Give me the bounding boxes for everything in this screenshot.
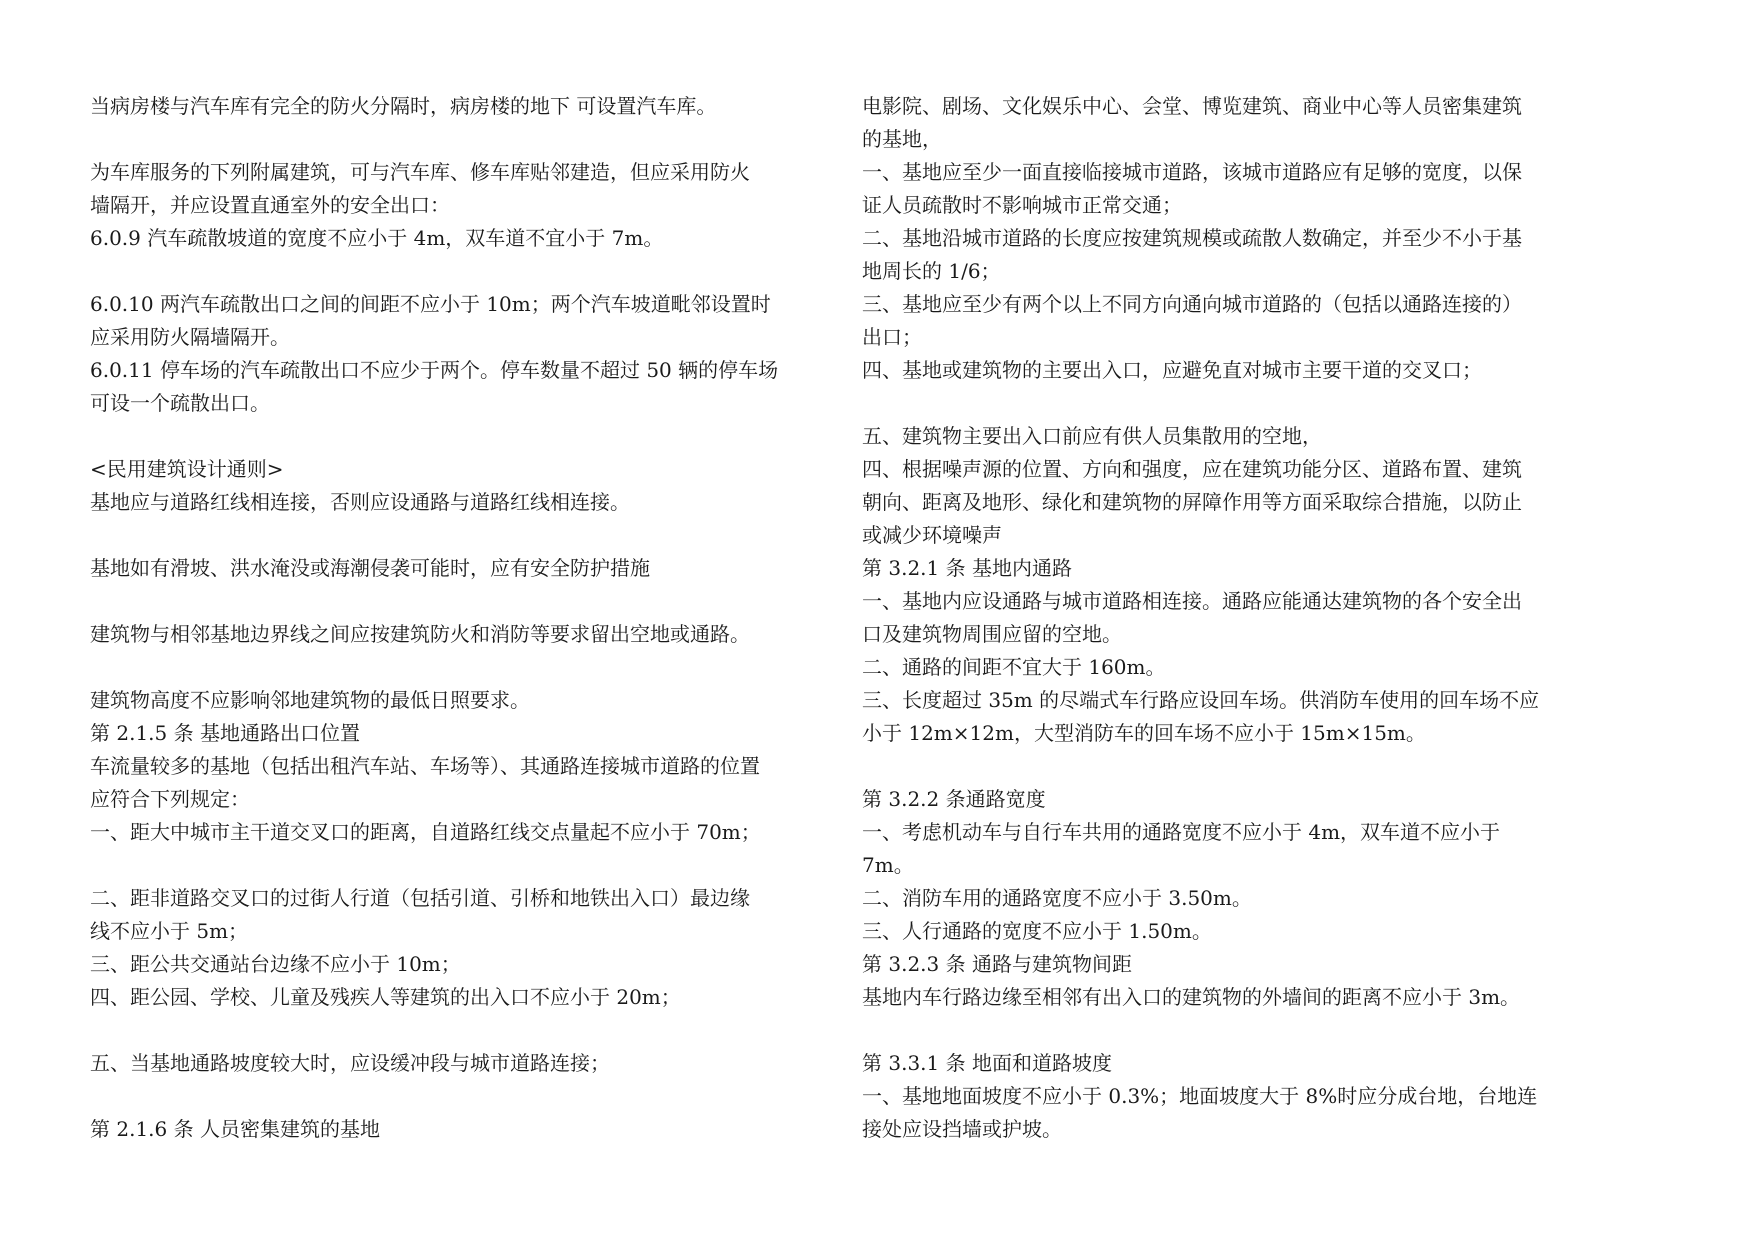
text-line: 四、根据噪声源的位置、方向和强度，应在建筑功能分区、道路布置、建筑 — [862, 457, 1522, 481]
clause-heading: 第 3.2.1 条 基地内通路 — [862, 556, 1072, 580]
text-line: 二、通路的间距不宜大于 160m。 — [862, 655, 1166, 679]
text-line: 二、距非道路交叉口的过街人行道（包括引道、引桥和地铁出入口）最边缘 — [90, 886, 750, 910]
text-line: 证人员疏散时不影响城市正常交通； — [862, 193, 1182, 217]
text-line: 一、距大中城市主干道交叉口的距离，自道路红线交点量起不应小于 70m； — [90, 820, 761, 844]
text-line: 6.0.10 两汽车疏散出口之间的间距不应小于 10m；两个汽车坡道毗邻设置时 — [90, 292, 771, 316]
text-line: 二、消防车用的通路宽度不应小于 3.50m。 — [862, 886, 1252, 910]
blank-line — [90, 1014, 830, 1047]
text-line: 电影院、剧场、文化娱乐中心、会堂、博览建筑、商业中心等人员密集建筑 — [862, 94, 1522, 118]
text-line: 建筑物高度不应影响邻地建筑物的最低日照要求。 — [90, 688, 530, 712]
text-line: 为车库服务的下列附属建筑，可与汽车库、修车库贴邻建造，但应采用防火 — [90, 160, 750, 184]
blank-line — [90, 1080, 830, 1113]
text-line: 出口； — [862, 325, 922, 349]
blank-line — [90, 255, 830, 288]
text-line: 一、基地地面坡度不应小于 0.3%；地面坡度大于 8%时应分成台地，台地连 — [862, 1084, 1538, 1108]
text-line: 建筑物与相邻基地边界线之间应按建筑防火和消防等要求留出空地或通路。 — [90, 622, 750, 646]
text-line: 车流量较多的基地（包括出租汽车站、车场等）、其通路连接城市道路的位置 — [90, 754, 760, 778]
text-line: 可设一个疏散出口。 — [90, 391, 270, 415]
text-line: 接处应设挡墙或护坡。 — [862, 1117, 1062, 1141]
clause-heading: 第 3.2.3 条 通路与建筑物间距 — [862, 952, 1132, 976]
text-line: 口及建筑物周围应留的空地。 — [862, 622, 1122, 646]
clause-heading: 第 3.2.2 条通路宽度 — [862, 787, 1046, 811]
blank-line — [90, 123, 830, 156]
text-line: 四、距公园、学校、儿童及残疾人等建筑的出入口不应小于 20m； — [90, 985, 681, 1009]
text-line: 五、建筑物主要出入口前应有供人员集散用的空地， — [862, 424, 1322, 448]
text-line: 基地内车行路边缘至相邻有出入口的建筑物的外墙间的距离不应小于 3m。 — [862, 985, 1521, 1009]
text-line: 五、当基地通路坡度较大时，应设缓冲段与城市道路连接； — [90, 1051, 610, 1075]
blank-line — [90, 420, 830, 453]
section-heading: <民用建筑设计通则> — [90, 457, 284, 481]
text-line: 基地如有滑坡、洪水淹没或海潮侵袭可能时，应有安全防护措施 — [90, 556, 650, 580]
clause-heading: 第 3.3.1 条 地面和道路坡度 — [862, 1051, 1112, 1075]
text-line: 三、距公共交通站台边缘不应小于 10m； — [90, 952, 461, 976]
text-line: 线不应小于 5m； — [90, 919, 249, 943]
text-line: 当病房楼与汽车库有完全的防火分隔时，病房楼的地下 可设置汽车库。 — [90, 94, 717, 118]
text-line: 朝向、距离及地形、绿化和建筑物的屏障作用等方面采取综合措施，以防止 — [862, 490, 1522, 514]
blank-line — [862, 387, 1602, 420]
text-line: 基地应与道路红线相连接，否则应设通路与道路红线相连接。 — [90, 490, 630, 514]
text-line: 二、基地沿城市道路的长度应按建筑规模或疏散人数确定，并至少不小于基 — [862, 226, 1522, 250]
text-line: 或减少环境噪声 — [862, 523, 1002, 547]
text-line: 一、考虑机动车与自行车共用的通路宽度不应小于 4m，双车道不应小于 — [862, 820, 1501, 844]
text-line: 6.0.11 停车场的汽车疏散出口不应少于两个。停车数量不超过 50 辆的停车场 — [90, 358, 779, 382]
blank-line — [862, 1014, 1602, 1047]
blank-line — [90, 519, 830, 552]
text-line: 应符合下列规定： — [90, 787, 250, 811]
blank-line — [90, 585, 830, 618]
text-line: 墙隔开，并应设置直通室外的安全出口： — [90, 193, 450, 217]
text-line: 三、长度超过 35m 的尽端式车行路应设回车场。供消防车使用的回车场不应 — [862, 688, 1540, 712]
text-line: 6.0.9 汽车疏散坡道的宽度不应小于 4m，双车道不宜小于 7m。 — [90, 226, 664, 250]
text-line: 一、基地内应设通路与城市道路相连接。通路应能通达建筑物的各个安全出 — [862, 589, 1522, 613]
text-line: 三、基地应至少有两个以上不同方向通向城市道路的（包括以通路连接的） — [862, 292, 1522, 316]
blank-line — [90, 849, 830, 882]
text-line: 的基地， — [862, 127, 942, 151]
blank-line — [862, 750, 1602, 783]
text-line: 地周长的 1/6； — [862, 259, 1001, 283]
text-line: 小于 12m×12m，大型消防车的回车场不应小于 15m×15m。 — [862, 721, 1426, 745]
clause-heading: 第 2.1.5 条 基地通路出口位置 — [90, 721, 360, 745]
right-text-column — [862, 90, 1602, 1146]
text-line: 三、人行通路的宽度不应小于 1.50m。 — [862, 919, 1212, 943]
text-line: 一、基地应至少一面直接临接城市道路，该城市道路应有足够的宽度，以保 — [862, 160, 1522, 184]
text-line: 应采用防火隔墙隔开。 — [90, 325, 290, 349]
blank-line — [90, 651, 830, 684]
text-line: 7m。 — [862, 853, 914, 877]
clause-heading: 第 2.1.6 条 人员密集建筑的基地 — [90, 1117, 380, 1141]
left-text-column — [90, 90, 830, 1146]
text-line: 四、基地或建筑物的主要出入口，应避免直对城市主要干道的交叉口； — [862, 358, 1482, 382]
